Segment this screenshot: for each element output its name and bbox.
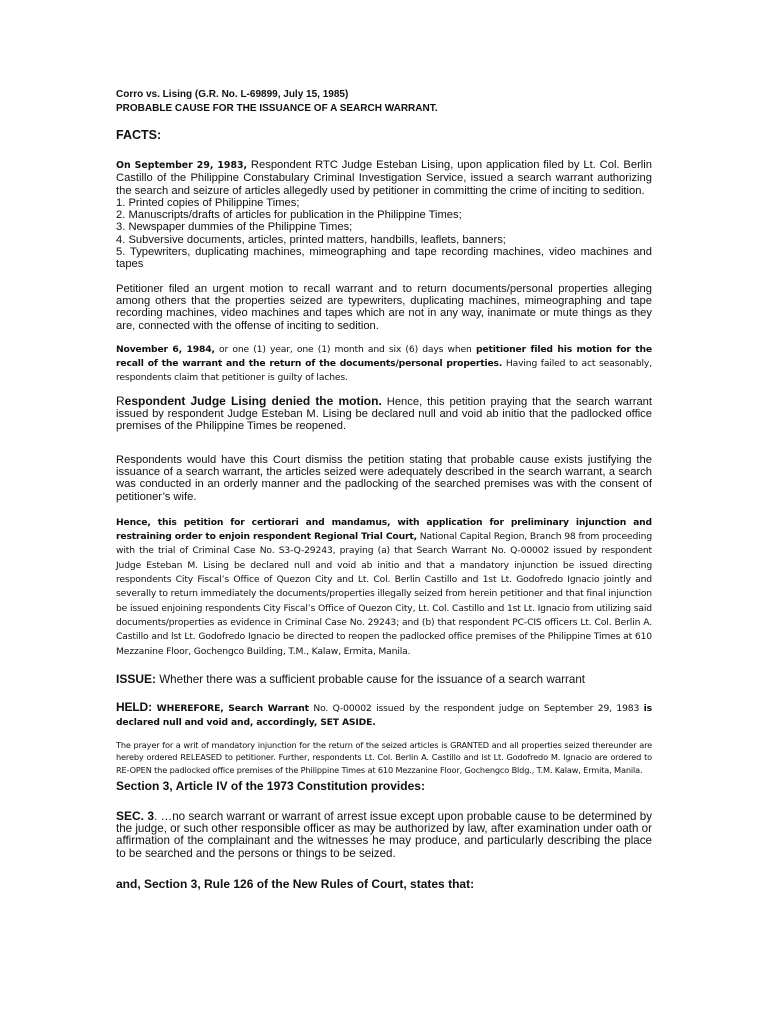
facts-text-6-bold: Hence, this petition for certiorari and mandamus, with application for preliminary injunction and restraining order to enjoin respondent Regional Trial Court, [116, 516, 652, 543]
sec3-label: SEC. 3 [116, 808, 155, 823]
facts-heading: FACTS: [116, 128, 162, 142]
sec3-paragraph [116, 810, 652, 860]
list-item: 1. Printed copies of Philippine Times; [116, 196, 300, 209]
held-text-1: WHEREFORE, Search Warrant [151, 703, 309, 715]
facts-lead-bold: espondent Judge Lising denied the motion. [124, 393, 382, 408]
list-item: 3. Newspaper dummies of the Philippine Times; [116, 221, 353, 234]
section-heading: Section 3, Article IV of the 1973 Constitution provides: [116, 778, 425, 793]
document-body [116, 88, 652, 891]
issue-label: ISSUE: [116, 671, 157, 686]
facts-paragraph-1 [116, 159, 652, 197]
held-paragraph [116, 700, 652, 731]
case-title: Corro vs. Lising (G.R. No. L-69899, July 15, 1985) [116, 89, 349, 100]
issue-text: Whether there was a sufficient probable cause for the issuance of a search warrant [156, 672, 586, 686]
list-item: 4. Subversive documents, articles, printed matters, handbills, leaflets, banners; [116, 233, 506, 246]
facts-text-3a: or one (1) year, one (1) month and six (6) days when [214, 343, 476, 355]
list-item: 5. Typewriters, duplicating machines, mimeographing and tape recording machines, video machines and tapes [116, 246, 652, 271]
facts-paragraph-2: Petitioner filed an urgent motion to recall warrant and to return documents/personal properties alleging among others that the properties seized are typewriters, duplicating machines, mimeographing and tape recording machines, video machines and tapes which are not in any way, inanimate or mute things as they are, connected with the offense of inciting to sedition. [116, 282, 652, 332]
facts-paragraph-4 [116, 395, 652, 433]
held-prayer-paragraph: The prayer for a writ of mandatory injunction for the return of the seized articles is GRANTED and all properties seized thereunder are hereby ordered RELEASED to petitioner. Further, respondents Lt. Col. Berlin A. Castillo and lst Lt. Godofredo M. Ignacio are ordered to RE-OPEN the padlocked office premises of the Philippine Times at 610 Mezzanine Floor, Gochengco Bldg., T.M. Kalaw, Ermita, Manila. [116, 739, 652, 776]
seized-items-list [116, 197, 652, 271]
facts-paragraph-6 [116, 516, 652, 659]
facts-date-2: November 6, 1984, [116, 343, 215, 355]
facts-lead-initial: R [116, 393, 125, 408]
issue-paragraph [116, 673, 652, 686]
facts-text-1: Respondent RTC Judge Esteban Lising, upon application filed by Lt. Col. Berlin Castillo of the Philippine Constabulary Criminal Investigation Service, issued a search warrant authorizing the search and seizure of articles allegedly used by petitioner in committing the crime of inciting to sedition. [116, 159, 653, 197]
facts-date-1: On September 29, 1983, [116, 160, 248, 171]
facts-text-3-bold: petitioner filed his motion for the recall of the warrant and the return of the documents/personal properties. [116, 343, 653, 370]
held-label: HELD: [116, 700, 152, 715]
list-item: 2. Manuscripts/drafts of articles for publication in the Philippine Times; [116, 209, 462, 222]
rule-heading: and, Section 3, Rule 126 of the New Rules of Court, states that: [116, 876, 475, 891]
held-text-2: No. Q-00002 issued by the respondent judge on September 29, 1983 [308, 703, 644, 715]
facts-text-6: National Capital Region, Branch 98 from proceeding with the trial of Criminal Case No. S3-Q-29243, praying (a) that Search Warrant No. Q-00002 issued by respondent Judge Esteban M. Lising be declared null and void ab initio and that a mandatory injunction be issued directing respondents City Fiscal’s Office of Quezon City and Lt. Col. Berlin Castillo and 1st Lt. Godofredo Ignacio jointly and severally to return immediately the documents/properties illegally seized from herein petitioner and that final injunction be issued enjoining respondents City Fiscal’s Office of Quezon City, Lt. Col. Castillo and 1st Lt. Ignacio from utilizing said documents/properties as evidence in Criminal Case No. 29243; and (b) that respondent PC-CIS officers Lt. Col. Berlin A. Castillo and lst Lt. Godofredo Ignacio be directed to reopen the padlocked office premises of the Philippine Times at 610 Mezzanine Floor, Gochengco Building, T.M., Kalaw, Ermita, Manila. [116, 531, 652, 657]
facts-paragraph-5: Respondents would have this Court dismiss the petition stating that probable cause exists justifying the issuance of a search warrant, the articles seized were adequately described in the search warrant, a search was conducted in an orderly manner and the padlocking of the searched premises was with the consent of petitioner’s wife. [116, 453, 652, 503]
held-text-3: is declared null and void and, accordingly, SET ASIDE. [116, 703, 652, 729]
facts-text-4: Hence, this petition praying that the search warrant issued by respondent Judge Esteban M. Lising be declared null and void ab initio that the padlocked office premises of the Philippine Times be reopened. [116, 395, 652, 433]
sec3-text: . …no search warrant or warrant of arrest issue except upon probable cause to be determined by the judge, or such other responsible officer as may be authorized by law, after examination under oath or affirmation of the complainant and the witnesses he may produce, and particularly describing the place to be searched and the persons or things to be seized. [116, 809, 653, 860]
facts-text-3b: Having failed to act seasonably, respondents claim that petitioner is guilty of laches. [116, 358, 652, 384]
facts-paragraph-3 [116, 343, 652, 386]
case-topic: PROBABLE CAUSE FOR THE ISSUANCE OF A SEARCH WARRANT. [116, 103, 438, 114]
